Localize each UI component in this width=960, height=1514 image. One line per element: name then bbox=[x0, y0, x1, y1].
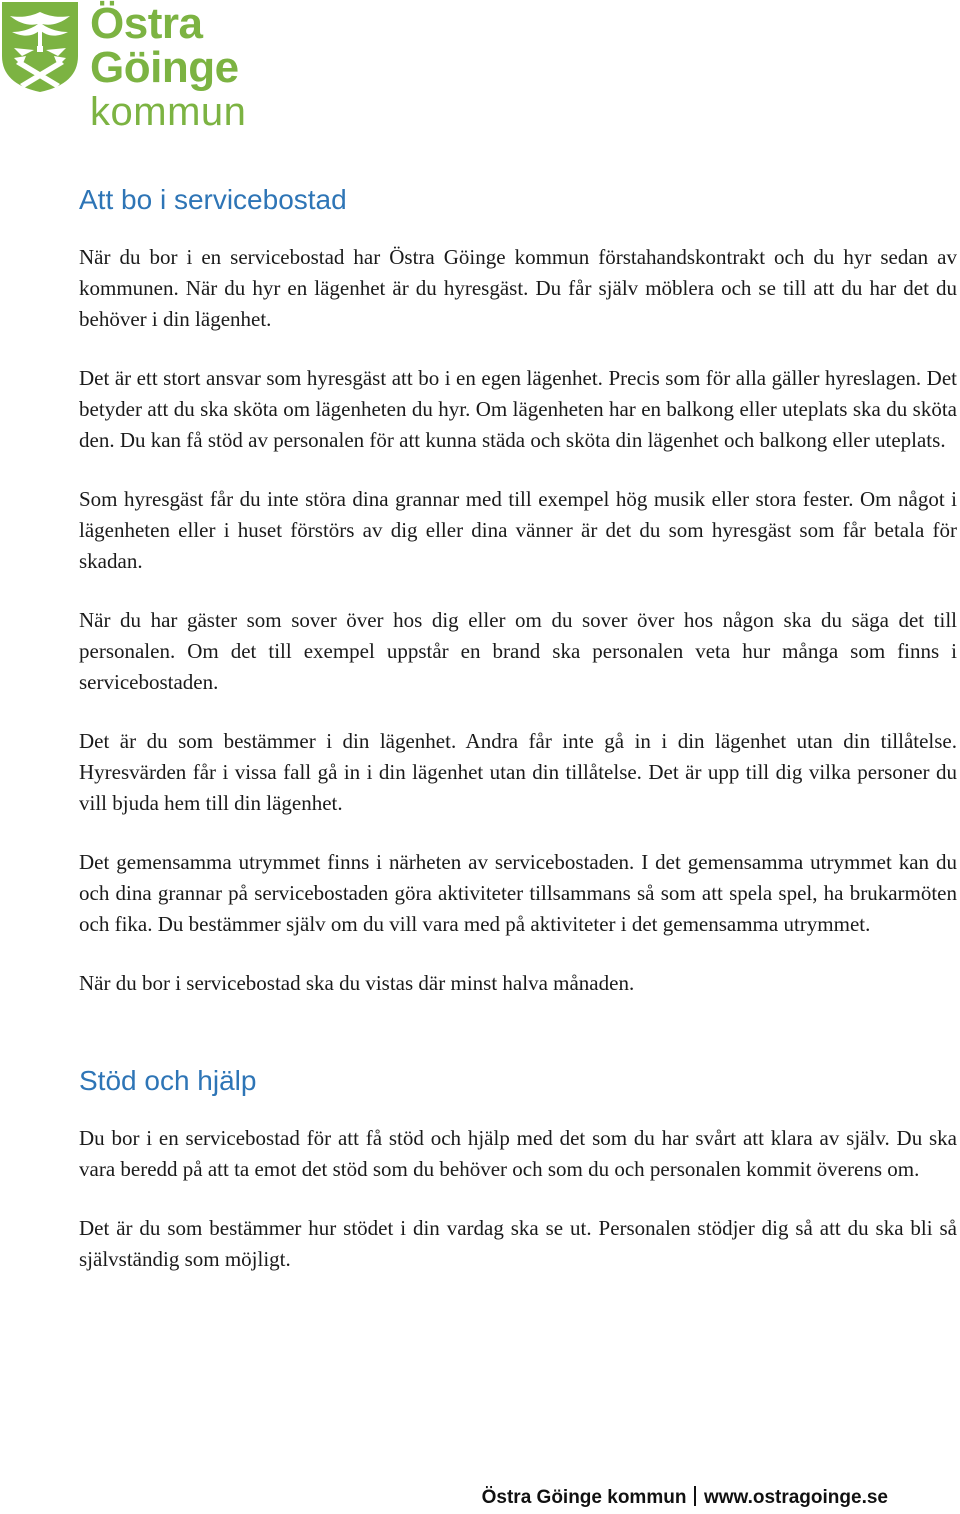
paragraph: När du bor i en servicebostad har Östra Göinge kommun förstahandskontrakt och du hyr sedan av kommunen. När du hyr en lägenhet är du hyresgäst. Du får själv möblera och se till att du har det du behöver i din lägenhet. bbox=[79, 245, 957, 331]
municipality-logo bbox=[0, 0, 360, 134]
paragraph: Det gemensamma utrymmet finns i närheten av servicebostaden. I det gemensamma utrymmet kan du och dina grannar på servicebostaden göra aktiviteter tillsammans så som att spela spel, ha brukarmöten och fika. Du bestämmer själv om du vill vara med på aktiviteter i det gemensamma utrymmet. bbox=[79, 850, 957, 936]
paragraph: Det är du som bestämmer hur stödet i din vardag ska se ut. Personalen stödjer dig så att du ska bli så självständig som möjligt. bbox=[79, 1216, 957, 1271]
paragraph: Du bor i en servicebostad för att få stöd och hjälp med det som du har svårt att klara av själv. Du ska vara beredd på att ta emot det stöd som du behöver och som du och personalen kommit överens om. bbox=[79, 1126, 957, 1181]
page-footer bbox=[482, 1486, 888, 1509]
footer-divider bbox=[694, 1486, 696, 1506]
document-body bbox=[79, 180, 957, 1303]
paragraph: Det är ett stort ansvar som hyresgäst att bo i en egen lägenhet. Precis som för alla gäller hyreslagen. Det betyder att du ska sköta om lägenheten du hyr. Om lägenheten har en balkong eller uteplats ska du sköta den. Du kan få stöd av personalen för att kunna städa och sköta din lägenhet och balkong eller uteplats. bbox=[79, 366, 957, 452]
paragraph: Som hyresgäst får du inte störa dina grannar med till exempel hög musik eller stora fester. Om något i lägenheten eller i huset förstörs av dig eller dina vänner är det du som hyresgäst som får betala för skadan. bbox=[79, 487, 957, 573]
paragraph: När du bor i servicebostad ska du vistas där minst halva månaden. bbox=[79, 971, 635, 995]
logo-name: Östra Göinge bbox=[90, 0, 239, 92]
coat-of-arms-icon bbox=[0, 0, 80, 94]
paragraph: När du har gäster som sover över hos dig eller om du sover över hos någon ska du säga det till personalen. Om det till exempel uppstår en brand ska personalen veta hur många som finns i servicebostaden. bbox=[79, 608, 957, 694]
footer-url: www.ostragoinge.se bbox=[703, 1487, 888, 1508]
section-heading: Att bo i servicebostad bbox=[79, 184, 347, 215]
paragraph: Det är du som bestämmer i din lägenhet. Andra får inte gå in i din lägenhet utan din tillåtelse. Hyresvärden får i vissa fall gå in i din lägenhet utan din tillåtelse. Det är upp till dig vilka personer du vill bjuda hem till din lägenhet. bbox=[79, 729, 957, 815]
logo-subtitle: kommun bbox=[90, 90, 247, 134]
footer-org: Östra Göinge kommun bbox=[481, 1487, 687, 1508]
section-heading: Stöd och hjälp bbox=[79, 1065, 257, 1096]
